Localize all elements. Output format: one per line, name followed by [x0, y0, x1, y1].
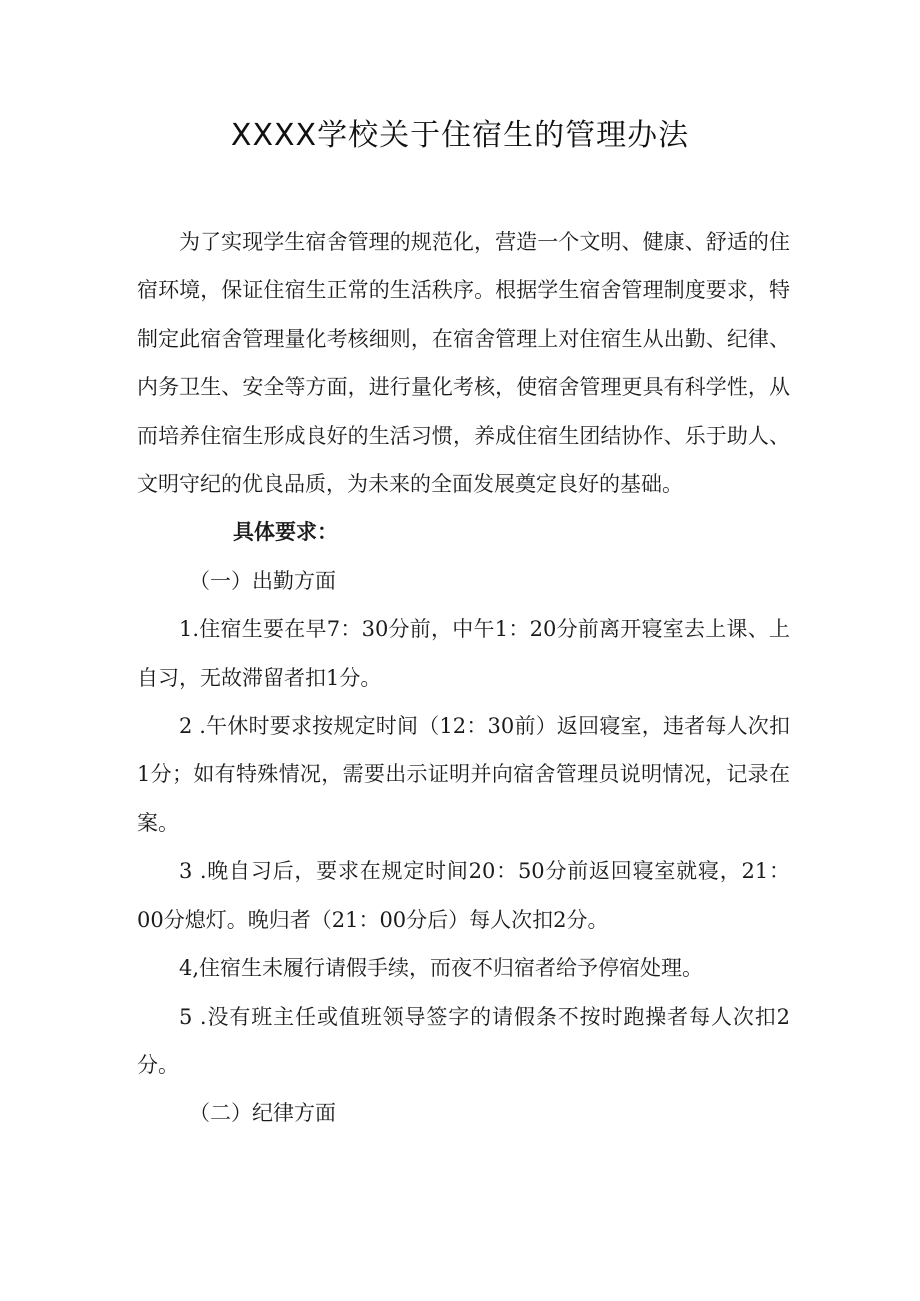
rule-item-3: 3 .晚自习后，要求在规定时间20：50分前返回寝室就寝，21：00分熄灯。晚归者（21：00分后）每人次扣2分。	[137, 859, 790, 932]
rule-item-1: 1.住宿生要在早7：30分前，中午1：20分前离开寝室去上课、上自习，无故滞留者扣1分。	[137, 617, 790, 690]
document-body	[137, 218, 790, 1138]
section-heading-discipline: （二）纪律方面	[189, 1101, 336, 1126]
document-title: XXXX学校关于住宿生的管理办法	[230, 118, 690, 153]
requirements-heading: 具体要求：	[233, 520, 338, 545]
section-heading-attendance: （一）出勤方面	[189, 568, 336, 593]
intro-paragraph: 为了实现学生宿舍管理的规范化，营造一个文明、健康、舒适的住宿环境，保证住宿生正常的生活秩序。根据学生宿舍管理制度要求，特制定此宿舍管理量化考核细则，在宿舍管理上对住宿生从出勤、纪律、内务卫生、安全等方面，进行量化考核，使宿舍管理更具有科学性，从而培养住宿生形成良好的生活习惯，养成住宿生团结协作、乐于助人、文明守纪的优良品质，为未来的全面发展奠定良好的基础。	[137, 230, 790, 497]
rule-item-5: 5 .没有班主任或值班领导签字的请假条不按时跑操者每人次扣2分。	[137, 1004, 790, 1077]
rule-item-4: 4,住宿生未履行请假手续，而夜不归宿者给予停宿处理。	[179, 956, 704, 981]
rule-item-2: 2 .午休时要求按规定时间（12：30前）返回寝室，违者每人次扣1分；如有特殊情况，需要出示证明并向宿舍管理员说明情况，记录在案。	[137, 714, 790, 835]
